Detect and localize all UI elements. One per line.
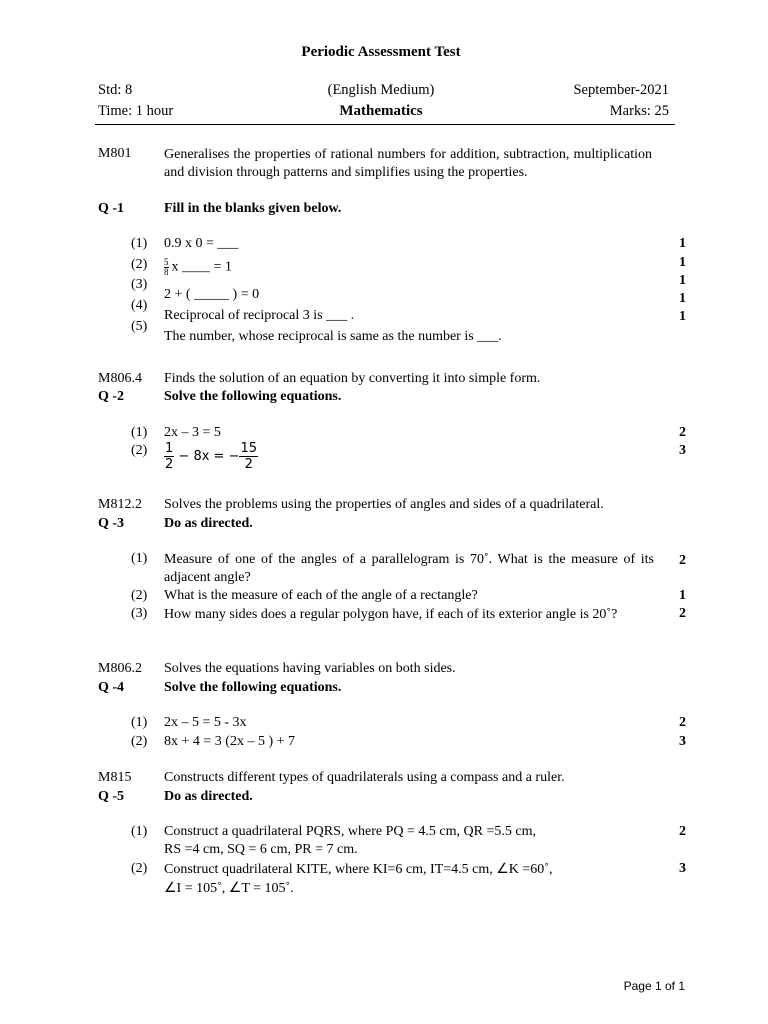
question-title: Solve the following equations. [164,680,342,695]
item-mark: 3 [679,861,686,876]
item-text: 2x – 5 = 5 - 3x [164,715,247,730]
item-text: 2 + ( _____ ) = 0 [164,287,260,302]
fraction-denominator: 8 [164,267,169,277]
item-mark: 3 [679,734,686,749]
question-title: Do as directed. [164,516,253,531]
fraction-numerator: 1 [165,441,174,456]
item-text: Measure of one of the angles of a parallelogram is 70˚. What is the measure of its adjacent angle? [164,552,654,585]
item-number: (3) [131,277,148,292]
section-objective: Generalises the properties of rational numbers for addition, subtraction, multiplication and division through patterns and simplifies using the properties. [164,147,652,180]
section-objective: Finds the solution of an equation by converting it into simple form. [164,371,541,386]
subject-label: Mathematics [339,103,423,119]
item-number: (1) [131,824,148,839]
item-text: Reciprocal of reciprocal 3 is ___ . [164,308,355,323]
item-text: The number, whose reciprocal is same as the number is ___. [164,329,502,344]
item-mark: 3 [679,443,686,458]
fraction [164,258,169,277]
item-text-fraction [164,258,232,277]
header-divider [95,124,675,125]
question-title: Do as directed. [164,789,253,804]
item-mark: 2 [679,553,686,568]
question-number: Q -5 [98,789,125,804]
fraction-denominator: 2 [165,457,174,472]
question-number: Q -1 [98,201,125,216]
equation-middle: − 8x = − [174,449,240,464]
item-number: (2) [131,588,148,603]
medium-label: (English Medium) [327,82,435,98]
page-number: Page 1 of 1 [623,979,685,993]
item-text-continued: RS =4 cm, SQ = 6 cm, PR = 7 cm. [164,842,358,857]
item-number: (1) [131,425,148,440]
item-number: (2) [131,734,148,749]
date-label: September-2021 [573,82,669,98]
section-code: M806.2 [98,661,142,676]
item-number: (2) [131,257,148,272]
item-mark: 1 [679,291,686,306]
fraction-numerator: 15 [240,441,257,456]
item-number: (4) [131,298,148,313]
equation [164,441,258,472]
item-mark: 1 [679,309,686,324]
section-code: M815 [98,770,132,785]
item-text: What is the measure of each of the angle of a rectangle? [164,588,478,603]
question-title: Solve the following equations. [164,389,342,404]
item-mark: 2 [679,824,686,839]
item-mark: 2 [679,425,686,440]
item-mark: 2 [679,715,686,730]
item-text-continued: ∠I = 105˚, ∠T = 105˚. [164,881,294,896]
question-title: Fill in the blanks given below. [164,201,342,216]
fraction [164,441,174,472]
item-text: 0.9 x 0 = ___ [164,236,239,251]
item-text: Construct a quadrilateral PQRS, where PQ = 4.5 cm, QR =5.5 cm, [164,824,536,839]
question-number: Q -2 [98,389,125,404]
section-objective: Constructs different types of quadrilaterals using a compass and a ruler. [164,770,565,785]
std-label: Std: 8 [98,82,133,98]
question-number: Q -4 [98,680,125,695]
page-title: Periodic Assessment Test [301,44,461,60]
marks-label: Marks: 25 [609,103,669,119]
fraction-numerator: 5 [164,257,169,267]
section-code: M812.2 [98,497,142,512]
time-label: Time: 1 hour [98,103,174,119]
fraction [239,441,258,472]
item-text: 2x – 3 = 5 [164,425,221,440]
item-text: x ____ = 1 [171,259,232,275]
item-mark: 1 [679,255,686,270]
question-number: Q -3 [98,516,125,531]
section-code: M806.4 [98,371,142,386]
section-objective: Solves the equations having variables on both sides. [164,661,456,676]
section-objective: Solves the problems using the properties of angles and sides of a quadrilateral. [164,497,604,512]
item-number: (2) [131,861,148,876]
item-text: 8x + 4 = 3 (2x – 5 ) + 7 [164,734,296,749]
item-number: (1) [131,236,148,251]
item-mark: 1 [679,588,686,603]
item-text: How many sides does a regular polygon have, if each of its exterior angle is 20˚? [164,607,618,622]
item-number: (5) [131,319,148,334]
item-mark: 2 [679,606,686,621]
item-number: (1) [131,551,148,566]
fraction-denominator: 2 [244,457,253,472]
item-number: (3) [131,606,148,621]
item-number: (1) [131,715,148,730]
item-text: Construct quadrilateral KITE, where KI=6 cm, IT=4.5 cm, ∠K =60˚, [164,862,553,877]
item-number: (2) [131,443,148,458]
item-mark: 1 [679,273,686,288]
item-mark: 1 [679,236,686,251]
section-code: M801 [98,146,132,161]
